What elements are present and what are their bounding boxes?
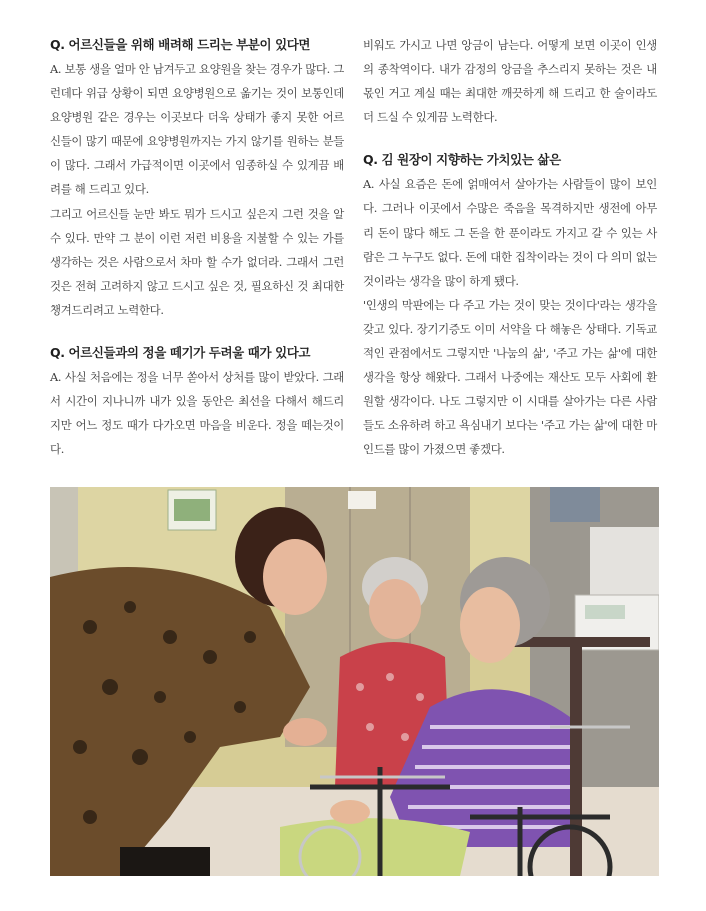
answer-paragraph: 그리고 어르신들 눈만 봐도 뭐가 드시고 싶은지 그런 것을 알 수 있다. 만약 그 분이 이런 저런 비용을 지불할 수 있는 가를 생각하는 것은 사람으로서 차마 할 수가 없더라. 그래서 그런 것은 전혀 고려하지 않고 드시고 싶은 것, 필요하신 것 최대한 챙겨드리려고 노력한다. <box>50 206 344 317</box>
section-valuable-life <box>363 148 657 461</box>
article-photo <box>50 487 659 876</box>
elder1-face <box>369 579 421 639</box>
section-consideration <box>50 33 344 322</box>
sign <box>348 491 376 509</box>
right-column <box>363 33 657 481</box>
blanket <box>280 818 470 876</box>
photo-illustration <box>50 487 659 876</box>
question-heading: Q. 어르신들과의 정을 떼기가 두려울 때가 있다고 <box>50 345 311 361</box>
elder2-face <box>460 587 520 663</box>
section-attachment <box>50 341 344 461</box>
answer-paragraph: 비워도 가시고 나면 앙금이 남는다. 어떻게 보면 이곳이 인생의 종착역이다. 내가 감정의 앙금을 추스리지 못하는 것은 내 몫인 거고 계실 때는 최대한 깨끗하게 해 드리고 한 술이라도 더 드실 수 있게끔 노력한다. <box>363 38 657 125</box>
section-continued <box>363 33 657 129</box>
answer-paragraph: A. 보통 생을 얼마 안 남겨두고 요양원을 찾는 경우가 많다. 그런데다 위급 상황이 되면 요양병원으로 옮기는 것이 보통인데 요양병원 같은 경우는 이곳보다 더욱 상태가 좋지 못한 어르신들이 많기 때문에 요양병원까지는 가지 않기를 원하는 분들이 많다. 그래서 가급적이면 이곳에서 임종하실 수 있게끔 배려를 해 드리고 있다. <box>50 62 344 197</box>
hands <box>283 718 327 746</box>
question-heading: Q. 어르신들을 위해 배려해 드리는 부분이 있다면 <box>50 37 311 52</box>
question-heading: Q. 김 원장이 지향하는 가치있는 삶은 <box>363 152 561 168</box>
answer-paragraph: A. 사실 처음에는 정을 너무 쏟아서 상처를 많이 받았다. 그래서 시간이 지나니까 내가 있을 동안은 최선을 다해서 해드리지만 어느 정도 때가 다가오면 마음을 비운다. 정을 떼는것이다. <box>50 370 344 457</box>
answer-paragraph: '인생의 막판에는 다 주고 가는 것이 맞는 것이다'라는 생각을 갖고 있다. 장기기증도 이미 서약을 다 해놓은 상태다. 기독교적인 관점에서도 그렇지만 '나눔의 삶', '주고 가는 삶'에 대한 생각을 항상 해왔다. 그래서 나중에는 재산도 모두 사회에 환원할 생각이다. 나도 그렇지만 이 시대를 살아가는 다른 사람들도 소유하려 하고 욕심내기 보다는 '주고 가는 삶'에 대한 마인드를 많이 가졌으면 좋겠다. <box>363 297 657 457</box>
left-column <box>50 33 344 480</box>
answer-paragraph: A. 사실 요즘은 돈에 얽매여서 살아가는 사람들이 많이 보인다. 그러나 이곳에서 수많은 죽음을 목격하지만 생전에 아무리 돈이 많다 해도 그 돈을 한 푼이라도 가지고 갈 수 있는 사람은 그 누구도 없다. 돈에 대한 집착이라는 것이 다 의미 없는 것이라는 생각을 많이 하게 됐다. <box>363 177 657 288</box>
caregiver-face <box>263 539 327 615</box>
